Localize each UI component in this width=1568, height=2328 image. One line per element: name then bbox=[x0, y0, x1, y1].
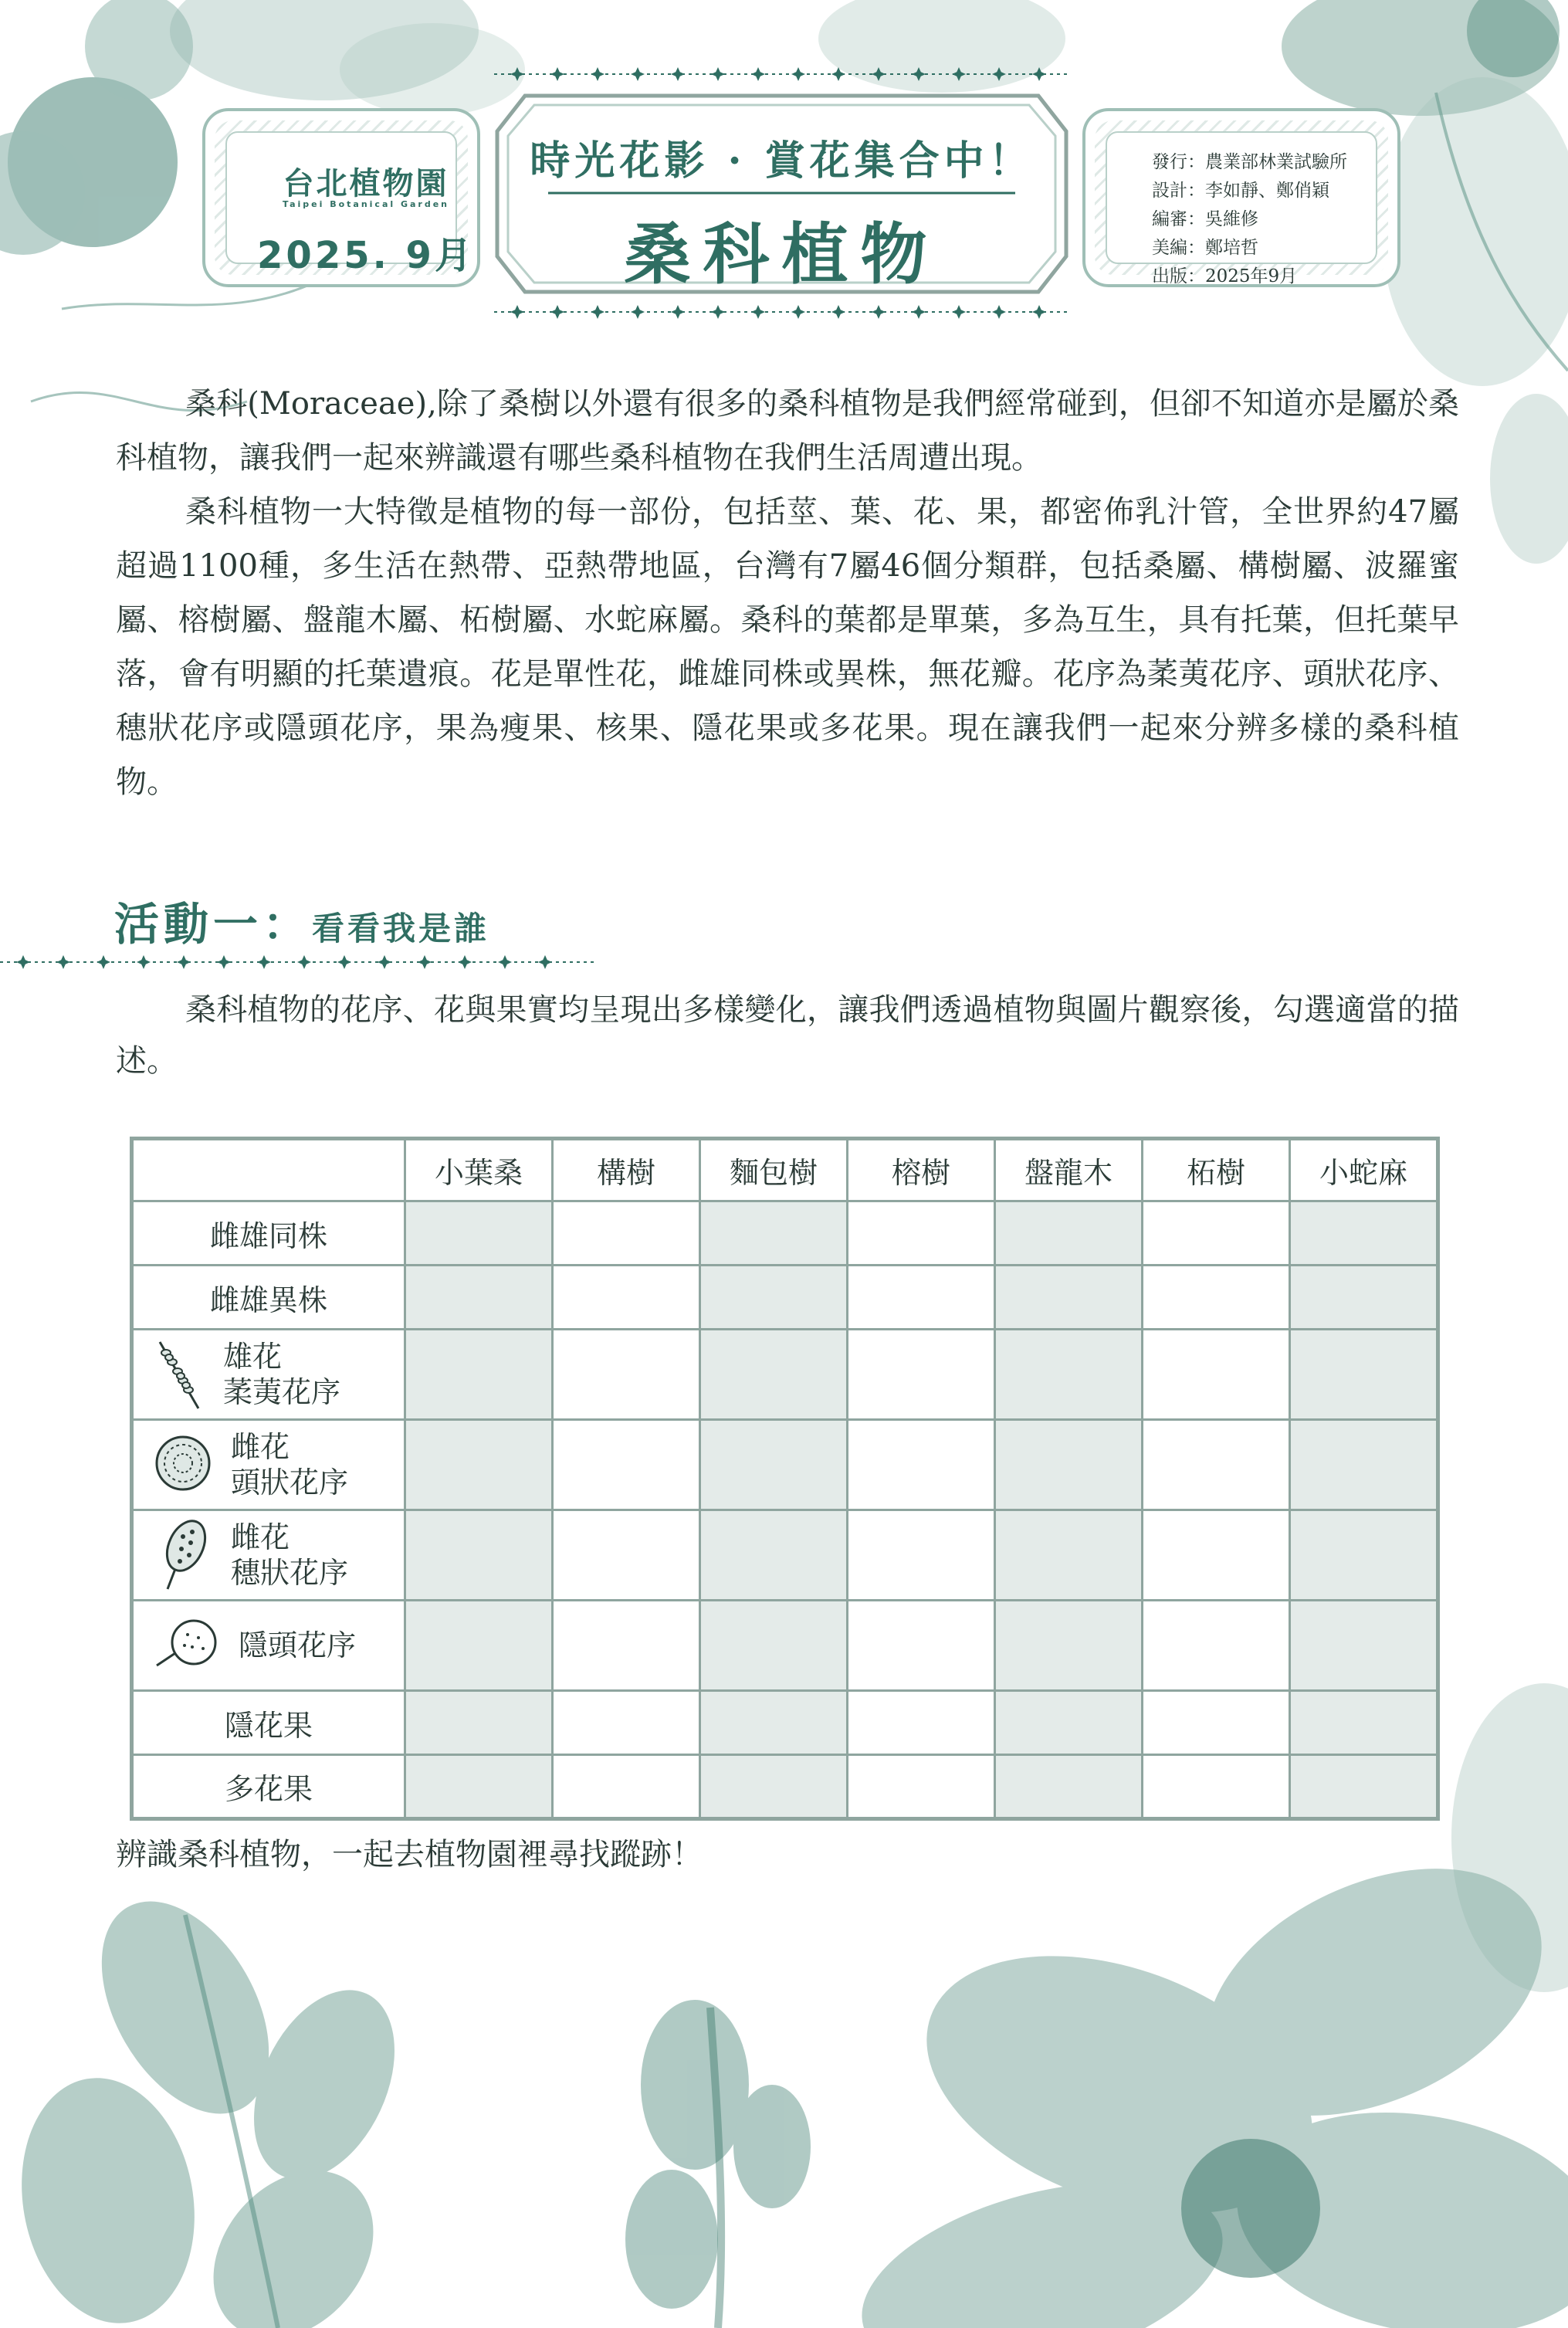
credit-art-editor: 美編：鄭培哲 bbox=[1152, 238, 1258, 258]
diamond-ornament-icon bbox=[418, 955, 432, 969]
check-cell[interactable] bbox=[405, 1691, 553, 1755]
row-label bbox=[132, 1755, 405, 1819]
row-label bbox=[132, 1420, 405, 1510]
check-cell[interactable] bbox=[995, 1330, 1143, 1420]
check-cell[interactable] bbox=[1290, 1691, 1438, 1755]
credit-publisher: 發行：農業部林業試驗所 bbox=[1152, 152, 1347, 172]
diamond-ornament-icon bbox=[912, 305, 926, 319]
check-cell[interactable] bbox=[700, 1330, 848, 1420]
diamond-ornament-icon bbox=[992, 305, 1006, 319]
diamond-ornament-icon bbox=[510, 305, 524, 319]
diamond-ornament-icon bbox=[550, 67, 564, 81]
table-row bbox=[132, 1420, 1438, 1510]
check-cell[interactable] bbox=[1143, 1510, 1290, 1601]
check-cell[interactable] bbox=[405, 1201, 553, 1266]
syconium-icon bbox=[152, 1615, 222, 1676]
check-cell[interactable] bbox=[995, 1266, 1143, 1330]
check-cell[interactable] bbox=[553, 1510, 700, 1601]
diamond-ornament-icon bbox=[751, 305, 765, 319]
series-title: 時光花影 · 賞花集合中！ bbox=[530, 137, 1034, 185]
column-header: 盤龍木 bbox=[995, 1139, 1143, 1201]
check-cell[interactable] bbox=[1290, 1330, 1438, 1420]
row-label-text: 多花果 bbox=[224, 1772, 313, 1806]
top-divider bbox=[494, 65, 1069, 83]
spike-icon bbox=[152, 1515, 214, 1595]
diamond-ornament-icon bbox=[257, 955, 271, 969]
check-cell[interactable] bbox=[848, 1201, 995, 1266]
check-cell[interactable] bbox=[700, 1201, 848, 1266]
check-cell[interactable] bbox=[1290, 1266, 1438, 1330]
diamond-ornament-icon bbox=[791, 305, 805, 319]
check-cell[interactable] bbox=[1143, 1420, 1290, 1510]
title-box bbox=[494, 93, 1069, 295]
table-row bbox=[132, 1601, 1438, 1691]
credit-design: 設計：李如靜、鄭俏穎 bbox=[1152, 181, 1329, 201]
diamond-ornament-icon bbox=[177, 955, 191, 969]
check-cell[interactable] bbox=[405, 1601, 553, 1691]
diamond-ornament-icon bbox=[1032, 67, 1046, 81]
check-cell[interactable] bbox=[848, 1691, 995, 1755]
diamond-ornament-icon bbox=[550, 305, 564, 319]
diamond-ornament-icon bbox=[952, 305, 966, 319]
column-header: 麵包樹 bbox=[700, 1139, 848, 1201]
diamond-ornament-icon bbox=[711, 305, 725, 319]
check-cell[interactable] bbox=[1143, 1755, 1290, 1819]
check-cell[interactable] bbox=[700, 1420, 848, 1510]
check-cell[interactable] bbox=[553, 1755, 700, 1819]
check-cell[interactable] bbox=[405, 1420, 553, 1510]
diamond-ornament-icon bbox=[137, 955, 151, 969]
row-label bbox=[132, 1266, 405, 1330]
row-label-text: 葇荑花序 bbox=[223, 1375, 341, 1409]
diamond-ornament-icon bbox=[992, 67, 1006, 81]
fruit-cluster-icon bbox=[0, 0, 193, 255]
table-row bbox=[132, 1691, 1438, 1755]
row-label-text: 雌雄同株 bbox=[209, 1218, 327, 1253]
diamond-ornament-icon bbox=[498, 955, 512, 969]
intro-paragraph-1: 桑科(Moraceae),除了桑樹以外還有很多的桑科植物是我們經常碰到，但卻不知道亦是屬於桑科植物，讓我們一起來辨識還有哪些桑科植物在我們生活周遭出現。 bbox=[116, 386, 1459, 476]
table-header-row bbox=[132, 1139, 1438, 1201]
diamond-ornament-icon bbox=[671, 67, 685, 81]
intro-text bbox=[116, 377, 1459, 809]
table-row bbox=[132, 1266, 1438, 1330]
diamond-ornament-icon bbox=[751, 67, 765, 81]
check-cell[interactable] bbox=[1290, 1601, 1438, 1691]
check-cell[interactable] bbox=[553, 1201, 700, 1266]
check-cell[interactable] bbox=[1290, 1510, 1438, 1601]
column-header: 榕樹 bbox=[848, 1139, 995, 1201]
column-header: 柘樹 bbox=[1143, 1139, 1290, 1201]
diamond-ornament-icon bbox=[711, 67, 725, 81]
diamond-ornament-icon bbox=[458, 955, 472, 969]
diamond-ornament-icon bbox=[337, 955, 351, 969]
diamond-ornament-icon bbox=[631, 305, 645, 319]
check-cell[interactable] bbox=[700, 1266, 848, 1330]
row-label-text: 雌花 bbox=[231, 1520, 290, 1554]
check-cell[interactable] bbox=[405, 1510, 553, 1601]
issue-date: 2025. 9月 bbox=[257, 234, 475, 277]
check-cell[interactable] bbox=[1290, 1420, 1438, 1510]
activity-heading bbox=[114, 888, 489, 953]
diamond-ornament-icon bbox=[912, 67, 926, 81]
diamond-ornament-icon bbox=[378, 955, 391, 969]
check-cell[interactable] bbox=[700, 1755, 848, 1819]
credit-publish-date: 出版：2025年9月 bbox=[1152, 266, 1298, 286]
activity-heading-sub: 看看我是誰 bbox=[312, 910, 490, 947]
table-row bbox=[132, 1330, 1438, 1420]
row-label bbox=[132, 1201, 405, 1266]
check-cell[interactable] bbox=[848, 1601, 995, 1691]
check-cell[interactable] bbox=[1143, 1601, 1290, 1691]
diamond-ornament-icon bbox=[671, 305, 685, 319]
diamond-ornament-icon bbox=[791, 67, 805, 81]
activity-description: 桑科植物的花序、花與果實均呈現出多樣變化，讓我們透過植物與圖片觀察後，勾選適當的描述。 bbox=[116, 992, 1459, 1079]
check-cell[interactable] bbox=[553, 1420, 700, 1510]
row-label-text: 雌花 bbox=[231, 1430, 290, 1464]
row-label bbox=[132, 1330, 405, 1420]
logo-subtitle: Taipei Botanical Garden bbox=[282, 199, 450, 209]
check-cell[interactable] bbox=[1143, 1201, 1290, 1266]
diamond-ornament-icon bbox=[631, 67, 645, 81]
check-cell[interactable] bbox=[1290, 1201, 1438, 1266]
observation-table bbox=[130, 1137, 1440, 1821]
row-label-text: 頭狀花序 bbox=[231, 1466, 349, 1499]
check-cell[interactable] bbox=[1290, 1755, 1438, 1819]
check-cell[interactable] bbox=[405, 1755, 553, 1819]
column-header: 構樹 bbox=[553, 1139, 700, 1201]
table-row bbox=[132, 1510, 1438, 1601]
check-cell[interactable] bbox=[700, 1601, 848, 1691]
check-cell[interactable] bbox=[848, 1510, 995, 1601]
table-corner bbox=[132, 1139, 405, 1201]
diamond-ornament-icon bbox=[56, 955, 70, 969]
diamond-ornament-icon bbox=[538, 955, 552, 969]
check-cell[interactable] bbox=[1143, 1691, 1290, 1755]
intro-paragraph-2: 桑科植物一大特徵是植物的每一部份，包括莖、葉、花、果，都密佈乳汁管，全世界約47屬超過1100種，多生活在熱帶、亞熱帶地區，台灣有7屬46個分類群，包括桑屬、構樹屬、波羅蜜屬、榕樹屬、盤龍木屬、柘樹屬、水蛇麻屬。桑科的葉都是單葉，多為互生，具有托葉，但托葉早落，會有明顯的托葉遺痕。花是單性花，雌雄同株或異株，無花瓣。花序為葇荑花序、頭狀花序、穗狀花序或隱頭花序，果為瘦果、核果、隱花果或多花果。現在讓我們一起來分辨多樣的桑科植物。 bbox=[116, 494, 1459, 800]
check-cell[interactable] bbox=[995, 1201, 1143, 1266]
row-label bbox=[132, 1601, 405, 1691]
check-cell[interactable] bbox=[553, 1691, 700, 1755]
row-label-text: 隱頭花序 bbox=[239, 1628, 357, 1662]
diamond-ornament-icon bbox=[16, 955, 30, 969]
row-label bbox=[132, 1691, 405, 1755]
check-cell[interactable] bbox=[848, 1755, 995, 1819]
check-cell[interactable] bbox=[848, 1266, 995, 1330]
diamond-ornament-icon bbox=[831, 305, 845, 319]
check-cell[interactable] bbox=[995, 1755, 1143, 1819]
diamond-ornament-icon bbox=[872, 305, 886, 319]
check-cell[interactable] bbox=[553, 1266, 700, 1330]
diamond-ornament-icon bbox=[510, 67, 524, 81]
row-label bbox=[132, 1510, 405, 1601]
check-cell[interactable] bbox=[1143, 1266, 1290, 1330]
check-cell[interactable] bbox=[995, 1420, 1143, 1510]
diamond-ornament-icon bbox=[591, 305, 605, 319]
credit-editor: 編審：吳維修 bbox=[1152, 209, 1258, 229]
credits-list bbox=[1152, 148, 1347, 291]
check-cell[interactable] bbox=[405, 1330, 553, 1420]
column-header: 小蛇麻 bbox=[1290, 1139, 1438, 1201]
flower-head-icon bbox=[152, 1428, 214, 1502]
check-cell[interactable] bbox=[995, 1691, 1143, 1755]
diamond-ornament-icon bbox=[217, 955, 231, 969]
row-label-text: 隱花果 bbox=[224, 1708, 313, 1743]
column-header: 小葉桑 bbox=[405, 1139, 553, 1201]
diamond-ornament-icon bbox=[1032, 305, 1046, 319]
diamond-ornament-icon bbox=[831, 67, 845, 81]
row-label-text: 雌雄異株 bbox=[209, 1283, 327, 1317]
check-cell[interactable] bbox=[700, 1510, 848, 1601]
title-bottom-divider bbox=[494, 303, 1069, 321]
check-cell[interactable] bbox=[1143, 1330, 1290, 1420]
check-cell[interactable] bbox=[995, 1510, 1143, 1601]
activity-divider bbox=[0, 951, 594, 973]
activity-heading-main: 活動一： bbox=[114, 898, 313, 951]
check-cell[interactable] bbox=[700, 1691, 848, 1755]
row-label-text: 雄花 bbox=[223, 1340, 283, 1374]
logo-text: 台北植物園 bbox=[283, 166, 449, 202]
diamond-ornament-icon bbox=[591, 67, 605, 81]
diamond-ornament-icon bbox=[297, 955, 311, 969]
row-label-text: 穗狀花序 bbox=[231, 1556, 349, 1590]
diamond-ornament-icon bbox=[952, 67, 966, 81]
table-row bbox=[132, 1201, 1438, 1266]
main-title: 桑科植物 bbox=[624, 215, 940, 293]
diamond-ornament-icon bbox=[872, 67, 886, 81]
credits-box bbox=[1082, 108, 1400, 287]
table-row bbox=[132, 1755, 1438, 1819]
diamond-ornament-icon bbox=[97, 955, 110, 969]
check-cell[interactable] bbox=[995, 1601, 1143, 1691]
check-cell[interactable] bbox=[848, 1420, 995, 1510]
check-cell[interactable] bbox=[553, 1330, 700, 1420]
catkin-icon bbox=[152, 1336, 206, 1413]
check-cell[interactable] bbox=[405, 1266, 553, 1330]
check-cell[interactable] bbox=[553, 1601, 700, 1691]
logo-date-box bbox=[202, 108, 480, 287]
closing-text: 辨識桑科植物，一起去植物園裡尋找蹤跡！ bbox=[116, 1837, 703, 1872]
check-cell[interactable] bbox=[848, 1330, 995, 1420]
